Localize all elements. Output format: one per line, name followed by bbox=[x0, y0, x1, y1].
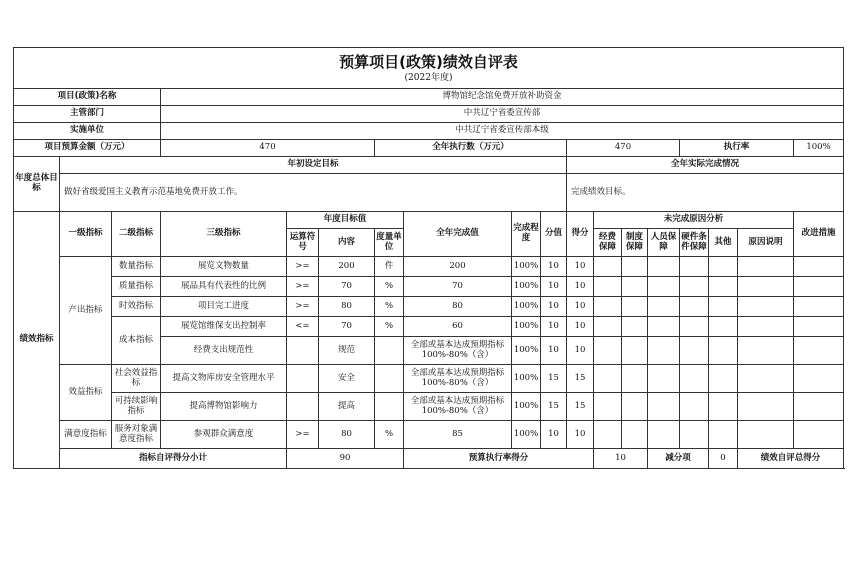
deduct-value: 0 bbox=[709, 449, 738, 469]
row-l3: 经费支出规范性 bbox=[161, 337, 287, 365]
row-op: >= bbox=[287, 297, 319, 317]
table-title: 预算项目(政策)绩效自评表 bbox=[339, 53, 518, 72]
row-op: <= bbox=[287, 317, 319, 337]
header-weight: 分值 bbox=[541, 212, 567, 257]
empty-cell bbox=[648, 317, 680, 337]
empty-cell bbox=[709, 393, 738, 421]
row-l3: 提高博物馆影响力 bbox=[161, 393, 287, 421]
row-l3: 展品具有代表性的比例 bbox=[161, 277, 287, 297]
dept-label: 主管部门 bbox=[14, 106, 161, 123]
empty-cell bbox=[594, 337, 622, 365]
subtotal-label: 指标自评得分小计 bbox=[60, 449, 287, 469]
empty-cell bbox=[709, 421, 738, 449]
row-weight: 10 bbox=[541, 277, 567, 297]
group-output: 产出指标 bbox=[60, 257, 112, 365]
row-content: 70 bbox=[319, 277, 375, 297]
annual-goal-label: 年度总体目标 bbox=[14, 157, 60, 212]
subtotal-value: 90 bbox=[287, 449, 404, 469]
header-reason-staff: 人员保障 bbox=[648, 229, 680, 257]
row-unit: % bbox=[375, 317, 404, 337]
row-unit: % bbox=[375, 297, 404, 317]
header-l3: 三级指标 bbox=[161, 212, 287, 257]
row-degree: 100% bbox=[512, 317, 541, 337]
row-actual: 全部或基本达成预期指标100%-80%（含） bbox=[404, 337, 512, 365]
empty-cell bbox=[622, 257, 648, 277]
self-evaluation-table bbox=[13, 47, 844, 469]
row-degree: 100% bbox=[512, 337, 541, 365]
row-actual: 全部或基本达成预期指标100%-80%（含） bbox=[404, 365, 512, 393]
empty-cell bbox=[680, 317, 709, 337]
deduct-label: 减分项 bbox=[648, 449, 709, 469]
header-reason-note: 原因说明 bbox=[738, 229, 794, 257]
row-degree: 100% bbox=[512, 257, 541, 277]
empty-cell bbox=[594, 393, 622, 421]
actual-goal-text: 完成绩效目标。 bbox=[567, 174, 844, 212]
group-qty: 数量指标 bbox=[112, 257, 161, 277]
empty-cell bbox=[738, 337, 794, 365]
row-content: 80 bbox=[319, 297, 375, 317]
empty-cell bbox=[680, 393, 709, 421]
empty-cell bbox=[738, 317, 794, 337]
empty-cell bbox=[622, 297, 648, 317]
row-l3: 展览文物数量 bbox=[161, 257, 287, 277]
row-score: 10 bbox=[567, 277, 594, 297]
row-op bbox=[287, 337, 319, 365]
total-score-label: 绩效自评总得分 bbox=[738, 449, 844, 469]
group-satisfaction: 满意度指标 bbox=[60, 421, 112, 449]
empty-cell bbox=[794, 365, 844, 393]
project-name-label: 项目(政策)名称 bbox=[14, 89, 161, 106]
row-unit: 件 bbox=[375, 257, 404, 277]
empty-cell bbox=[622, 365, 648, 393]
row-score: 10 bbox=[567, 257, 594, 277]
group-time: 时效指标 bbox=[112, 297, 161, 317]
empty-cell bbox=[794, 393, 844, 421]
row-actual: 80 bbox=[404, 297, 512, 317]
row-content: 200 bbox=[319, 257, 375, 277]
empty-cell bbox=[648, 297, 680, 317]
empty-cell bbox=[709, 365, 738, 393]
perf-indicators-label: 绩效指标 bbox=[14, 212, 60, 469]
header-score: 得分 bbox=[567, 212, 594, 257]
group-service: 服务对象满意度指标 bbox=[112, 421, 161, 449]
empty-cell bbox=[648, 365, 680, 393]
empty-cell bbox=[648, 421, 680, 449]
header-unit: 度量单位 bbox=[375, 229, 404, 257]
row-op bbox=[287, 365, 319, 393]
project-name-value: 博物馆纪念馆免费开放补助资金 bbox=[161, 89, 844, 106]
row-score: 10 bbox=[567, 337, 594, 365]
empty-cell bbox=[594, 257, 622, 277]
row-weight: 10 bbox=[541, 297, 567, 317]
row-op: >= bbox=[287, 277, 319, 297]
empty-cell bbox=[594, 297, 622, 317]
row-l3: 项目完工进度 bbox=[161, 297, 287, 317]
row-l3: 提高文物库房安全管理水平 bbox=[161, 365, 287, 393]
group-cost: 成本指标 bbox=[112, 317, 161, 365]
row-content: 安全 bbox=[319, 365, 375, 393]
budget-value: 470 bbox=[161, 140, 375, 157]
table-year: (2022年度) bbox=[404, 73, 453, 84]
empty-cell bbox=[594, 421, 622, 449]
empty-cell bbox=[622, 393, 648, 421]
row-score: 10 bbox=[567, 317, 594, 337]
row-l3: 参观群众满意度 bbox=[161, 421, 287, 449]
header-l2: 二级指标 bbox=[112, 212, 161, 257]
header-target-group: 年度目标值 bbox=[287, 212, 404, 229]
row-weight: 10 bbox=[541, 317, 567, 337]
empty-cell bbox=[794, 257, 844, 277]
empty-cell bbox=[594, 277, 622, 297]
unit-label: 实施单位 bbox=[14, 123, 161, 140]
empty-cell bbox=[738, 277, 794, 297]
row-actual: 全部或基本达成预期指标100%-80%（含） bbox=[404, 393, 512, 421]
budget-score-label: 预算执行率得分 bbox=[404, 449, 594, 469]
empty-cell bbox=[622, 317, 648, 337]
empty-cell bbox=[738, 365, 794, 393]
row-unit: % bbox=[375, 277, 404, 297]
empty-cell bbox=[648, 257, 680, 277]
group-benefit: 效益指标 bbox=[60, 365, 112, 421]
header-fix: 改进措施 bbox=[794, 212, 844, 257]
unit-value: 中共辽宁省委宣传部本级 bbox=[161, 123, 844, 140]
empty-cell bbox=[738, 393, 794, 421]
rate-value: 100% bbox=[794, 140, 844, 157]
row-degree: 100% bbox=[512, 421, 541, 449]
header-full-year: 全年完成值 bbox=[404, 212, 512, 257]
actual-goal-header: 全年实际完成情况 bbox=[567, 157, 844, 174]
row-unit bbox=[375, 337, 404, 365]
row-score: 15 bbox=[567, 365, 594, 393]
empty-cell bbox=[794, 421, 844, 449]
header-reason-system: 制度保障 bbox=[622, 229, 648, 257]
empty-cell bbox=[622, 277, 648, 297]
executed-value: 470 bbox=[567, 140, 680, 157]
empty-cell bbox=[738, 257, 794, 277]
header-reason-group: 未完成原因分析 bbox=[594, 212, 794, 229]
table-title-cell bbox=[14, 48, 844, 89]
header-l1: 一级指标 bbox=[60, 212, 112, 257]
empty-cell bbox=[594, 317, 622, 337]
row-op: >= bbox=[287, 421, 319, 449]
row-score: 10 bbox=[567, 297, 594, 317]
row-degree: 100% bbox=[512, 277, 541, 297]
empty-cell bbox=[680, 257, 709, 277]
empty-cell bbox=[680, 421, 709, 449]
empty-cell bbox=[794, 317, 844, 337]
row-unit: % bbox=[375, 421, 404, 449]
empty-cell bbox=[709, 257, 738, 277]
budget-label: 项目预算金额（万元） bbox=[14, 140, 161, 157]
empty-cell bbox=[794, 277, 844, 297]
row-weight: 10 bbox=[541, 257, 567, 277]
row-weight: 15 bbox=[541, 393, 567, 421]
row-degree: 100% bbox=[512, 393, 541, 421]
row-content: 70 bbox=[319, 317, 375, 337]
row-weight: 10 bbox=[541, 337, 567, 365]
empty-cell bbox=[738, 297, 794, 317]
header-op: 运算符号 bbox=[287, 229, 319, 257]
empty-cell bbox=[709, 297, 738, 317]
row-content: 80 bbox=[319, 421, 375, 449]
row-actual: 200 bbox=[404, 257, 512, 277]
planned-goal-header: 年初设定目标 bbox=[60, 157, 567, 174]
empty-cell bbox=[709, 317, 738, 337]
empty-cell bbox=[794, 337, 844, 365]
header-degree: 完成程度 bbox=[512, 212, 541, 257]
rate-label: 执行率 bbox=[680, 140, 794, 157]
empty-cell bbox=[680, 337, 709, 365]
group-quality: 质量指标 bbox=[112, 277, 161, 297]
empty-cell bbox=[794, 297, 844, 317]
header-reason-hardware: 硬件条件保障 bbox=[680, 229, 709, 257]
row-op bbox=[287, 393, 319, 421]
row-actual: 70 bbox=[404, 277, 512, 297]
row-actual: 60 bbox=[404, 317, 512, 337]
empty-cell bbox=[680, 297, 709, 317]
empty-cell bbox=[594, 365, 622, 393]
empty-cell bbox=[738, 421, 794, 449]
empty-cell bbox=[709, 337, 738, 365]
group-social: 社会效益指标 bbox=[112, 365, 161, 393]
empty-cell bbox=[709, 277, 738, 297]
row-content: 提高 bbox=[319, 393, 375, 421]
empty-cell bbox=[622, 337, 648, 365]
empty-cell bbox=[648, 393, 680, 421]
empty-cell bbox=[680, 277, 709, 297]
row-weight: 15 bbox=[541, 365, 567, 393]
dept-value: 中共辽宁省委宣传部 bbox=[161, 106, 844, 123]
budget-score-value: 10 bbox=[594, 449, 648, 469]
row-l3: 展览馆维保支出控制率 bbox=[161, 317, 287, 337]
header-reason-funds: 经费保障 bbox=[594, 229, 622, 257]
row-op: >= bbox=[287, 257, 319, 277]
row-unit bbox=[375, 365, 404, 393]
empty-cell bbox=[648, 277, 680, 297]
planned-goal-text: 做好省级爱国主义教育示范基地免费开放工作。 bbox=[60, 174, 567, 212]
header-reason-other: 其他 bbox=[709, 229, 738, 257]
row-actual: 85 bbox=[404, 421, 512, 449]
empty-cell bbox=[648, 337, 680, 365]
executed-label: 全年执行数（万元） bbox=[375, 140, 567, 157]
row-score: 10 bbox=[567, 421, 594, 449]
header-content: 内容 bbox=[319, 229, 375, 257]
empty-cell bbox=[680, 365, 709, 393]
row-unit bbox=[375, 393, 404, 421]
empty-cell bbox=[622, 421, 648, 449]
row-degree: 100% bbox=[512, 365, 541, 393]
row-score: 15 bbox=[567, 393, 594, 421]
row-degree: 100% bbox=[512, 297, 541, 317]
group-sustain: 可持续影响指标 bbox=[112, 393, 161, 421]
row-content: 规范 bbox=[319, 337, 375, 365]
row-weight: 10 bbox=[541, 421, 567, 449]
